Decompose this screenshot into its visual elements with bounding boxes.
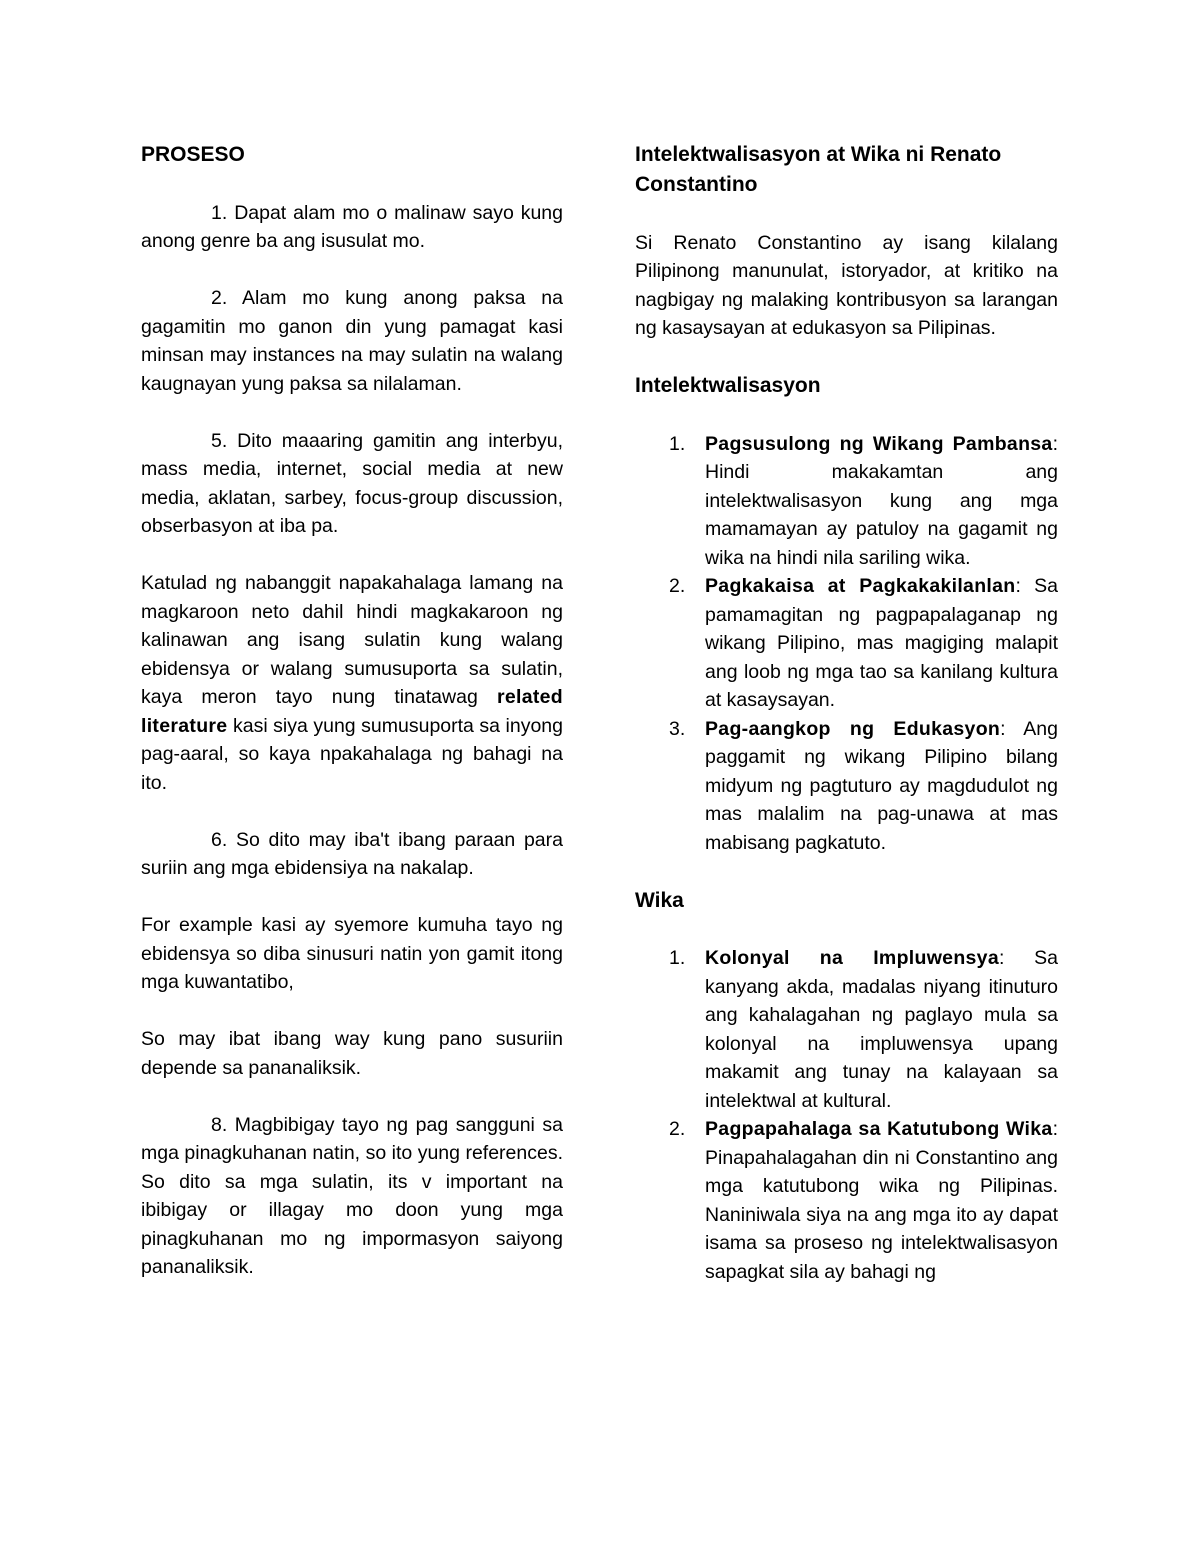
list-term: Pag-aangkop ng Edukasyon — [705, 717, 1001, 740]
list-term: Pagkakaisa at Pagkakakilanlan — [705, 575, 1016, 597]
proseso-item-6: 6. So dito may iba't ibang paraan para suriin ang mga ebidensiya na nakalap. — [141, 828, 563, 879]
list-number: 2. — [669, 1118, 686, 1140]
proseso-item-1: 1. Dapat alam mo o malinaw sayo kung anong genre ba ang isusulat mo. — [141, 201, 563, 252]
related-literature-term: related literature — [141, 686, 563, 737]
katulad-text-b: kasi siya yung sumusuporta sa inyong pag-aaral, so kaya npakahalaga ng bahagi na ito. — [141, 714, 563, 794]
katulad-paragraph — [141, 569, 563, 797]
intelektwalisasyon-list — [635, 430, 1058, 858]
section-wika-heading: Wika — [635, 888, 684, 912]
list-term: Pagsusulong ng Wikang Pambansa — [705, 432, 1053, 455]
list-text: : Sa kanyang akda, madalas niyang itinuturo ang kahalagahan ng paglayo mula sa kolonyal na impluwensya upang makamit ang tunay na kalayaan sa intelektwal at kultural. — [705, 947, 1058, 1112]
right-column — [635, 140, 1058, 1286]
list-text: : Hindi makakamtan ang intelektwalisasyon kung ang mga mamamayan ay patuloy na gagamit ng wika na hindi nila sariling wika. — [705, 432, 1058, 569]
left-column — [141, 140, 563, 1282]
list-term: Kolonyal na Impluwensya — [705, 947, 999, 969]
list-number: 3. — [669, 717, 686, 740]
article-title: Intelektwalisasyon at Wika ni Renato Constantino — [635, 143, 1002, 196]
list-text: : Sa pamamagitan ng pagpapalaganap ng wikang Pilipino, mas magiging malapit ang loob ng mga tao sa kanilang kultura at kasaysayan. — [705, 575, 1058, 711]
list-number: 2. — [669, 575, 686, 597]
list-number: 1. — [669, 947, 686, 969]
wika-list — [635, 944, 1058, 1286]
list-item — [635, 1115, 1058, 1286]
list-text: : Ang paggamit ng wikang Pilipino bilang midyum ng pagtuturo ay magdudulot ng mas malalim na pag-unawa at mas mabisang pagkatuto. — [705, 717, 1058, 854]
section-intelektwalisasyon-heading: Intelektwalisasyon — [635, 374, 821, 397]
list-item — [635, 944, 1058, 1115]
example-paragraph: For example kasi ay syemore kumuha tayo ng ebidensya so diba sinusuri natin yon gamit itong mga kuwantatibo, — [141, 914, 563, 993]
list-item — [635, 715, 1058, 858]
proseso-heading: PROSESO — [141, 143, 245, 166]
intro-paragraph: Si Renato Constantino ay isang kilalang Pilipinong manunulat, istoryador, at kritiko na nagbigay ng malaking kontribusyon sa larangan ng kasaysayan at edukasyon sa Pilipinas. — [635, 231, 1058, 339]
list-number: 1. — [669, 432, 686, 455]
list-item — [635, 572, 1058, 715]
list-item — [635, 430, 1058, 573]
proseso-item-8: 8. Magbibigay tayo ng pag sangguni sa mga pinagkuhanan natin, so ito yung references. So dito sa mga sulatin, its v important na ibibigay or illagay mo doon yung mga pinagkuhanan mo ng impormasyon saiyong pananaliksik. — [141, 1113, 563, 1278]
proseso-item-2: 2. Alam mo kung anong paksa na gagamitin mo ganon din yung pamagat kasi minsan may instances na may sulatin na walang kaugnayan yung paksa sa nilalaman. — [141, 287, 563, 395]
so-paragraph: So may ibat ibang way kung pano susuriin depende sa pananaliksik. — [141, 1028, 563, 1079]
list-term: Pagpapahalaga sa Katutubong Wika — [705, 1118, 1053, 1140]
proseso-item-5: 5. Dito maaaring gamitin ang interbyu, mass media, internet, social media at new media, aklatan, sarbey, focus-group discussion, obserbasyon at iba pa. — [141, 429, 563, 537]
katulad-text-a: Katulad ng nabanggit napakahalaga lamang na magkaroon neto dahil hindi magkakaroon ng kalinawan ang isang sulatin kung walang ebidensya or walang sumusuporta sa sulatin, kaya meron tayo nung tinatawag — [141, 572, 563, 708]
list-text: : Pinapahalagahan din ni Constantino ang mga katutubong wika ng Pilipinas. Naniniwala siya na ang mga ito ay dapat isama sa proseso ng intelektwalisasyon sapagkat sila ay bahagi ng — [705, 1118, 1058, 1283]
